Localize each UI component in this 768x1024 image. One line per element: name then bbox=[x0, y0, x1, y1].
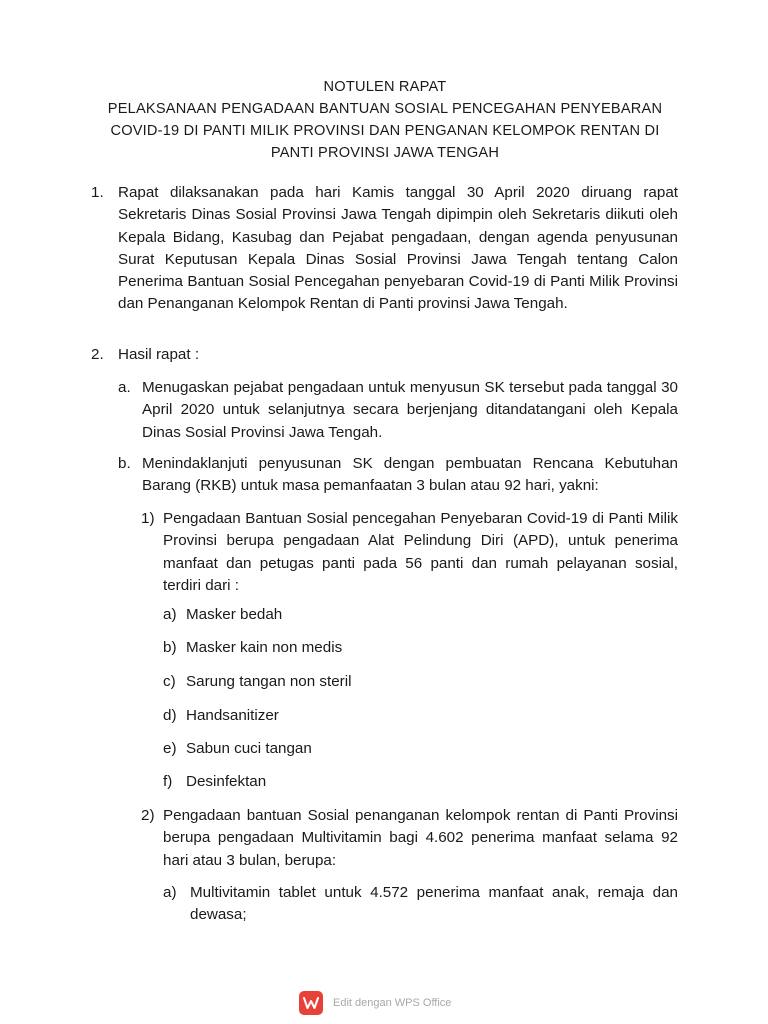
list-item-letter: a) bbox=[163, 884, 177, 901]
subitem-a-text: Menugaskan pejabat pengadaan untuk menyusun SK tersebut pada tanggal 30 April 2020 untuk selanjutnya secara berjenjang ditandatangani oleh Kepala Dinas Sosial Provinsi Jawa Tengah. bbox=[142, 379, 678, 441]
list-item-text: Masker kain non medis bbox=[186, 639, 343, 656]
subitem-b-letter: b. bbox=[118, 455, 131, 472]
list-item-text: Multivitamin tablet untuk 4.572 penerima manfaat anak, remaja dan dewasa; bbox=[190, 884, 678, 924]
list-item-text: Masker bedah bbox=[186, 606, 283, 623]
list-item-text: Sarung tangan non steril bbox=[186, 673, 352, 690]
list-item-text: Sabun cuci tangan bbox=[186, 740, 312, 757]
subitem-b-text: Menindaklanjuti penyusunan SK dengan pembuatan Rencana Kebutuhan Barang (RKB) untuk masa pemanfaatan 3 bulan atau 92 hari, yakni: bbox=[142, 455, 678, 495]
title-line-3: COVID-19 DI PANTI MILIK PROVINSI DAN PENGANAN KELOMPOK RENTAN DI bbox=[110, 123, 660, 139]
item-1-text: Rapat dilaksanakan pada hari Kamis tanggal 30 April 2020 diruang rapat Sekretaris Dinas Sosial Provinsi Jawa Tengah dipimpin oleh Sekretaris diikuti oleh Kepala Bidang, Kasubag dan Pejabat pengadaan, dengan agenda penyusunan Surat Keputusan Kepala Dinas Sosial Provinsi Jawa Tengah tentang Calon Penerima Bantuan Sosial Pencegahan penyebaran Covid-19 di Panti Milik Provinsi dan Penanganan Kelompok Rentan di Panti provinsi Jawa Tengah. bbox=[118, 184, 678, 313]
point-2-text: Pengadaan bantuan Sosial penanganan kelompok rentan di Panti Provinsi berupa pengadaan Multivitamin bagi 4.602 penerima manfaat selama 92 hari atau 3 bulan, berupa: bbox=[163, 807, 678, 869]
list-item-text: Desinfektan bbox=[186, 773, 267, 790]
item-2-text: Hasil rapat : bbox=[118, 346, 200, 363]
wps-footer bbox=[299, 991, 451, 1015]
point-2-number: 2) bbox=[141, 807, 155, 824]
point-1-number: 1) bbox=[141, 510, 155, 527]
title-line-2: PELAKSANAAN PENGADAAN BANTUAN SOSIAL PENCEGAHAN PENYEBARAN bbox=[107, 101, 663, 117]
point-1-text: Pengadaan Bantuan Sosial pencegahan Penyebaran Covid-19 di Panti Milik Provinsi berupa pengadaan Alat Pelindung Diri (APD), untuk penerima manfaat dan petugas panti pada 56 panti dan rumah pelayanan sosial, terdiri dari : bbox=[163, 510, 678, 594]
list-item-letter: e) bbox=[163, 740, 177, 757]
title-line-4: PANTI PROVINSI JAWA TENGAH bbox=[270, 145, 500, 161]
list-item-letter: a) bbox=[163, 606, 177, 623]
title-line-1: NOTULEN RAPAT bbox=[323, 79, 447, 95]
list-item-letter: d) bbox=[163, 707, 177, 724]
item-1-number: 1. bbox=[91, 184, 104, 201]
list-item-letter: f) bbox=[163, 773, 173, 790]
document-title bbox=[80, 76, 690, 164]
wps-office-icon bbox=[299, 991, 323, 1015]
list-item-text: Handsanitizer bbox=[186, 707, 279, 724]
footer-text: Edit dengan WPS Office bbox=[333, 997, 452, 1009]
list-item-letter: b) bbox=[163, 639, 177, 656]
item-2-number: 2. bbox=[91, 346, 104, 363]
list-item-letter: c) bbox=[163, 673, 176, 690]
subitem-a-letter: a. bbox=[118, 379, 131, 396]
